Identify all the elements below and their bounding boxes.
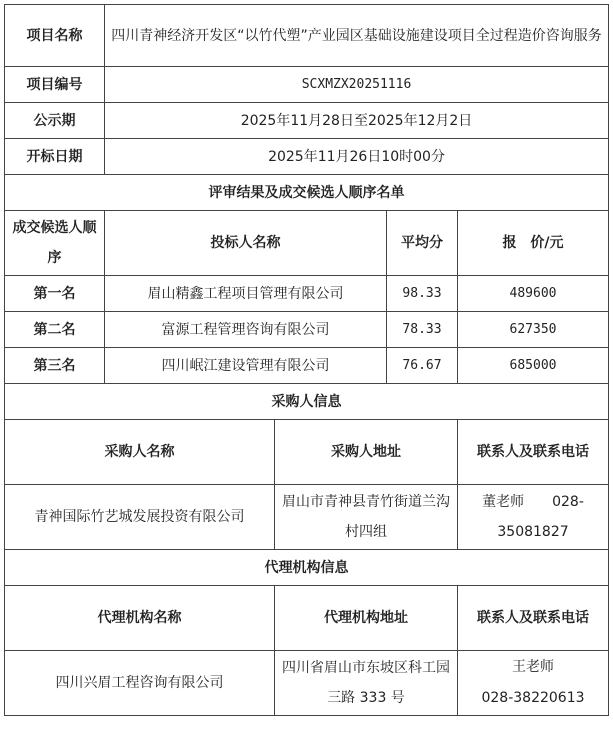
candidate-row bbox=[5, 312, 609, 348]
purchaser-name: 青神国际竹艺城发展投资有限公司 bbox=[5, 485, 275, 550]
candidate-rank: 第一名 bbox=[5, 276, 105, 312]
purchaser-title-row bbox=[5, 384, 609, 420]
purchaser-contact-header: 联系人及联系电话 bbox=[458, 420, 609, 485]
results-header-row bbox=[5, 211, 609, 276]
agency-address-header: 代理机构地址 bbox=[275, 586, 458, 651]
candidate-score: 76.67 bbox=[387, 348, 458, 384]
agency-contact-header: 联系人及联系电话 bbox=[458, 586, 609, 651]
purchaser-address-header: 采购人地址 bbox=[275, 420, 458, 485]
project-code-value: SCXMZX20251116 bbox=[105, 67, 609, 103]
purchaser-info-row bbox=[5, 485, 609, 550]
candidate-name: 富源工程管理咨询有限公司 bbox=[105, 312, 387, 348]
results-title-row bbox=[5, 175, 609, 211]
candidate-score: 98.33 bbox=[387, 276, 458, 312]
project-code-row bbox=[5, 67, 609, 103]
publicity-period-value: 2025年11月28日至2025年12月2日 bbox=[105, 103, 609, 139]
purchaser-header-row bbox=[5, 420, 609, 485]
agency-name: 四川兴眉工程咨询有限公司 bbox=[5, 651, 275, 716]
agency-address: 四川省眉山市东坡区科工园三路 333 号 bbox=[275, 651, 458, 716]
publicity-period-label: 公示期 bbox=[5, 103, 105, 139]
candidate-rank: 第三名 bbox=[5, 348, 105, 384]
candidate-price: 627350 bbox=[458, 312, 609, 348]
agency-contact-name: 王老师 bbox=[512, 659, 554, 675]
project-name-label: 项目名称 bbox=[5, 5, 105, 67]
opening-date-row bbox=[5, 139, 609, 175]
opening-date-label: 开标日期 bbox=[5, 139, 105, 175]
project-code-label: 项目编号 bbox=[5, 67, 105, 103]
agency-header-row bbox=[5, 586, 609, 651]
candidate-row bbox=[5, 348, 609, 384]
candidate-price: 489600 bbox=[458, 276, 609, 312]
price-column-header: 报 价/元 bbox=[458, 211, 609, 276]
publicity-period-row bbox=[5, 103, 609, 139]
agency-contact bbox=[458, 651, 609, 716]
candidate-row bbox=[5, 276, 609, 312]
candidate-name: 四川岷江建设管理有限公司 bbox=[105, 348, 387, 384]
project-name-row bbox=[5, 5, 609, 67]
tender-result-table bbox=[4, 4, 609, 716]
purchaser-name-header: 采购人名称 bbox=[5, 420, 275, 485]
candidate-name: 眉山精鑫工程项目管理有限公司 bbox=[105, 276, 387, 312]
purchaser-contact: 董老师 028-35081827 bbox=[458, 485, 609, 550]
agency-section-title: 代理机构信息 bbox=[5, 550, 609, 586]
agency-contact-phone: 028-38220613 bbox=[481, 690, 585, 706]
agency-info-row bbox=[5, 651, 609, 716]
candidate-score: 78.33 bbox=[387, 312, 458, 348]
purchaser-section-title: 采购人信息 bbox=[5, 384, 609, 420]
opening-date-value: 2025年11月26日10时00分 bbox=[105, 139, 609, 175]
purchaser-address: 眉山市青神县青竹街道兰沟村四组 bbox=[275, 485, 458, 550]
results-section-title: 评审结果及成交候选人顺序名单 bbox=[5, 175, 609, 211]
candidate-price: 685000 bbox=[458, 348, 609, 384]
project-name-value: 四川青神经济开发区“以竹代塑”产业园区基础设施建设项目全过程造价咨询服务 bbox=[105, 5, 609, 67]
rank-column-header: 成交候选人顺序 bbox=[5, 211, 105, 276]
average-score-column-header: 平均分 bbox=[387, 211, 458, 276]
bidder-name-column-header: 投标人名称 bbox=[105, 211, 387, 276]
candidate-rank: 第二名 bbox=[5, 312, 105, 348]
agency-name-header: 代理机构名称 bbox=[5, 586, 275, 651]
agency-title-row bbox=[5, 550, 609, 586]
